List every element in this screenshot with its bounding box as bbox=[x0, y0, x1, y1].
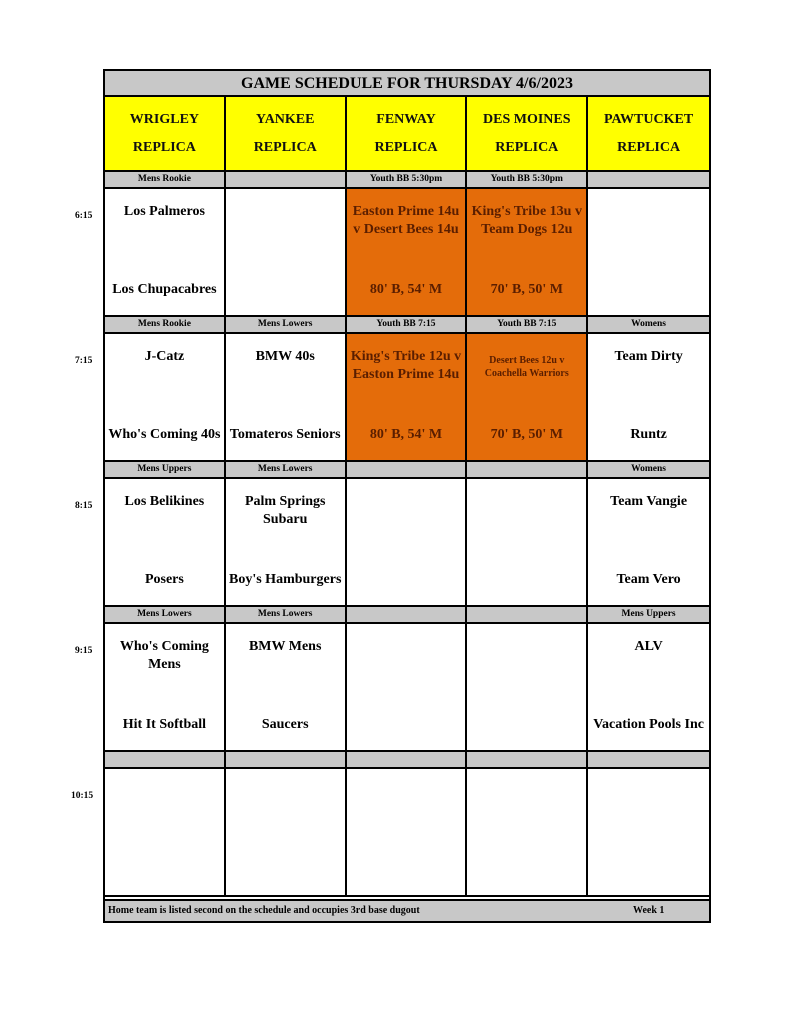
field-header-wrigley bbox=[105, 97, 226, 170]
time-label: 9:15 bbox=[75, 646, 93, 656]
team-top: Easton Prime 14u v Desert Bees 14u bbox=[352, 204, 460, 237]
field-header-row bbox=[105, 97, 709, 172]
game-row bbox=[105, 624, 709, 752]
time-slot-block bbox=[105, 172, 709, 317]
division-label: Womens bbox=[631, 319, 667, 329]
division-label: Mens Lowers bbox=[226, 462, 347, 477]
field-subtitle: REPLICA bbox=[495, 139, 559, 155]
division-row bbox=[105, 462, 709, 479]
field-name: PAWTUCKET bbox=[603, 111, 694, 127]
field-header-pawtucket bbox=[588, 97, 709, 170]
division-label bbox=[588, 752, 709, 767]
time-slot-block bbox=[105, 462, 709, 607]
division-label bbox=[226, 752, 347, 767]
team-top: Team Dirty bbox=[614, 349, 683, 364]
division-label bbox=[467, 607, 588, 622]
field-name: WRIGLEY bbox=[129, 111, 200, 127]
team-top: Desert Bees 12u v Coachella Warriors bbox=[484, 355, 569, 379]
team-top: J-Catz bbox=[144, 349, 185, 364]
team-top: BMW Mens bbox=[248, 639, 322, 654]
field-header-fenway bbox=[347, 97, 468, 170]
field-subtitle: REPLICA bbox=[374, 139, 438, 155]
game-cell bbox=[105, 769, 226, 895]
team-bottom: Who's Coming 40s bbox=[108, 427, 221, 442]
game-cell bbox=[588, 769, 709, 895]
division-label: Youth BB 5:30pm bbox=[347, 172, 468, 187]
time-label: 7:15 bbox=[75, 356, 93, 366]
game-cell bbox=[347, 769, 468, 895]
team-top: Team Vangie bbox=[610, 494, 688, 509]
youth-game-cell bbox=[467, 189, 588, 315]
game-cell bbox=[347, 479, 468, 605]
field-distances: 80' B, 54' M bbox=[369, 427, 443, 442]
team-bottom: Saucers bbox=[261, 717, 309, 732]
game-cell bbox=[226, 769, 347, 895]
game-row bbox=[105, 334, 709, 462]
division-label bbox=[467, 752, 588, 767]
game-cell bbox=[588, 189, 709, 315]
game-cell bbox=[105, 189, 226, 315]
division-label bbox=[347, 462, 468, 477]
game-cell bbox=[226, 334, 347, 460]
division-label bbox=[105, 752, 226, 767]
division-label: Mens Rookie bbox=[105, 172, 226, 187]
division-label: Youth BB 7:15 bbox=[347, 317, 468, 332]
team-bottom: Vacation Pools Inc bbox=[593, 717, 704, 732]
field-distances: 70' B, 50' M bbox=[490, 427, 563, 442]
team-top: Los Belikines bbox=[124, 494, 205, 509]
game-row bbox=[105, 189, 709, 317]
game-cell bbox=[467, 624, 588, 750]
game-cell bbox=[226, 479, 347, 605]
field-distances: 80' B, 54' M bbox=[369, 282, 443, 297]
division-label: Mens Lowers bbox=[226, 607, 347, 622]
time-slot-block bbox=[105, 607, 709, 752]
team-top: King's Tribe 13u v Team Dogs 12u bbox=[471, 204, 582, 237]
youth-game-cell bbox=[467, 334, 588, 460]
youth-game-cell bbox=[347, 189, 468, 315]
field-name: YANKEE bbox=[255, 111, 315, 127]
game-cell bbox=[105, 479, 226, 605]
division-label bbox=[588, 172, 709, 187]
division-label: Mens Lowers bbox=[226, 317, 347, 332]
game-row bbox=[105, 479, 709, 607]
game-cell bbox=[467, 769, 588, 895]
division-label: Mens Uppers bbox=[105, 462, 226, 477]
page-title: GAME SCHEDULE FOR THURSDAY 4/6/2023 bbox=[105, 71, 709, 97]
division-row bbox=[105, 752, 709, 769]
division-label bbox=[347, 607, 468, 622]
division-label: Mens Uppers bbox=[621, 609, 676, 619]
game-cell bbox=[105, 624, 226, 750]
division-label: Womens bbox=[631, 464, 667, 474]
team-bottom: Runtz bbox=[630, 427, 667, 442]
footer-note: Home team is listed second on the schedule and occupies 3rd base dugout bbox=[108, 905, 420, 916]
division-label: Mens Rookie bbox=[105, 317, 226, 332]
game-row bbox=[105, 769, 709, 897]
field-subtitle: REPLICA bbox=[617, 139, 681, 155]
division-label: Youth BB 5:30pm bbox=[467, 172, 588, 187]
field-name: DES MOINES bbox=[483, 111, 571, 127]
field-header-yankee bbox=[226, 97, 347, 170]
time-label: 10:15 bbox=[71, 791, 94, 801]
division-label bbox=[226, 172, 347, 187]
team-top: King's Tribe 12u v Easton Prime 14u bbox=[350, 349, 462, 382]
division-row bbox=[105, 607, 709, 624]
youth-game-cell bbox=[347, 334, 468, 460]
time-label: 8:15 bbox=[75, 501, 93, 511]
game-cell bbox=[105, 334, 226, 460]
field-header-des-moines bbox=[467, 97, 588, 170]
team-bottom: Hit It Softball bbox=[122, 717, 207, 732]
time-label: 6:15 bbox=[75, 211, 93, 221]
team-top: Who's Coming Mens bbox=[119, 639, 209, 672]
team-top: Palm Springs Subaru bbox=[244, 494, 326, 527]
game-cell bbox=[588, 479, 709, 605]
footer-bar bbox=[105, 899, 709, 921]
schedule-sheet bbox=[103, 69, 711, 923]
team-bottom: Team Vero bbox=[616, 572, 681, 587]
game-cell bbox=[467, 479, 588, 605]
division-row bbox=[105, 172, 709, 189]
team-bottom: Los Chupacabres bbox=[112, 282, 217, 297]
game-cell bbox=[588, 334, 709, 460]
team-top: BMW 40s bbox=[255, 349, 315, 364]
game-cell bbox=[226, 624, 347, 750]
division-row bbox=[105, 317, 709, 334]
game-cell bbox=[226, 189, 347, 315]
field-subtitle: REPLICA bbox=[132, 139, 196, 155]
field-distances: 70' B, 50' M bbox=[490, 282, 563, 297]
time-slot-block bbox=[105, 752, 709, 897]
team-top: Los Palmeros bbox=[123, 204, 205, 219]
team-bottom: Tomateros Seniors bbox=[229, 427, 341, 442]
field-subtitle: REPLICA bbox=[253, 139, 317, 155]
time-slot-block bbox=[105, 317, 709, 462]
team-bottom: Posers bbox=[144, 572, 184, 587]
division-label: Mens Lowers bbox=[105, 607, 226, 622]
division-label bbox=[347, 752, 468, 767]
week-label: Week 1 bbox=[633, 905, 665, 916]
game-cell bbox=[588, 624, 709, 750]
team-bottom: Boy's Hamburgers bbox=[229, 572, 342, 587]
team-top: ALV bbox=[634, 639, 663, 654]
division-label: Youth BB 7:15 bbox=[467, 317, 588, 332]
field-name: FENWAY bbox=[376, 111, 436, 127]
division-label bbox=[467, 462, 588, 477]
game-cell bbox=[347, 624, 468, 750]
